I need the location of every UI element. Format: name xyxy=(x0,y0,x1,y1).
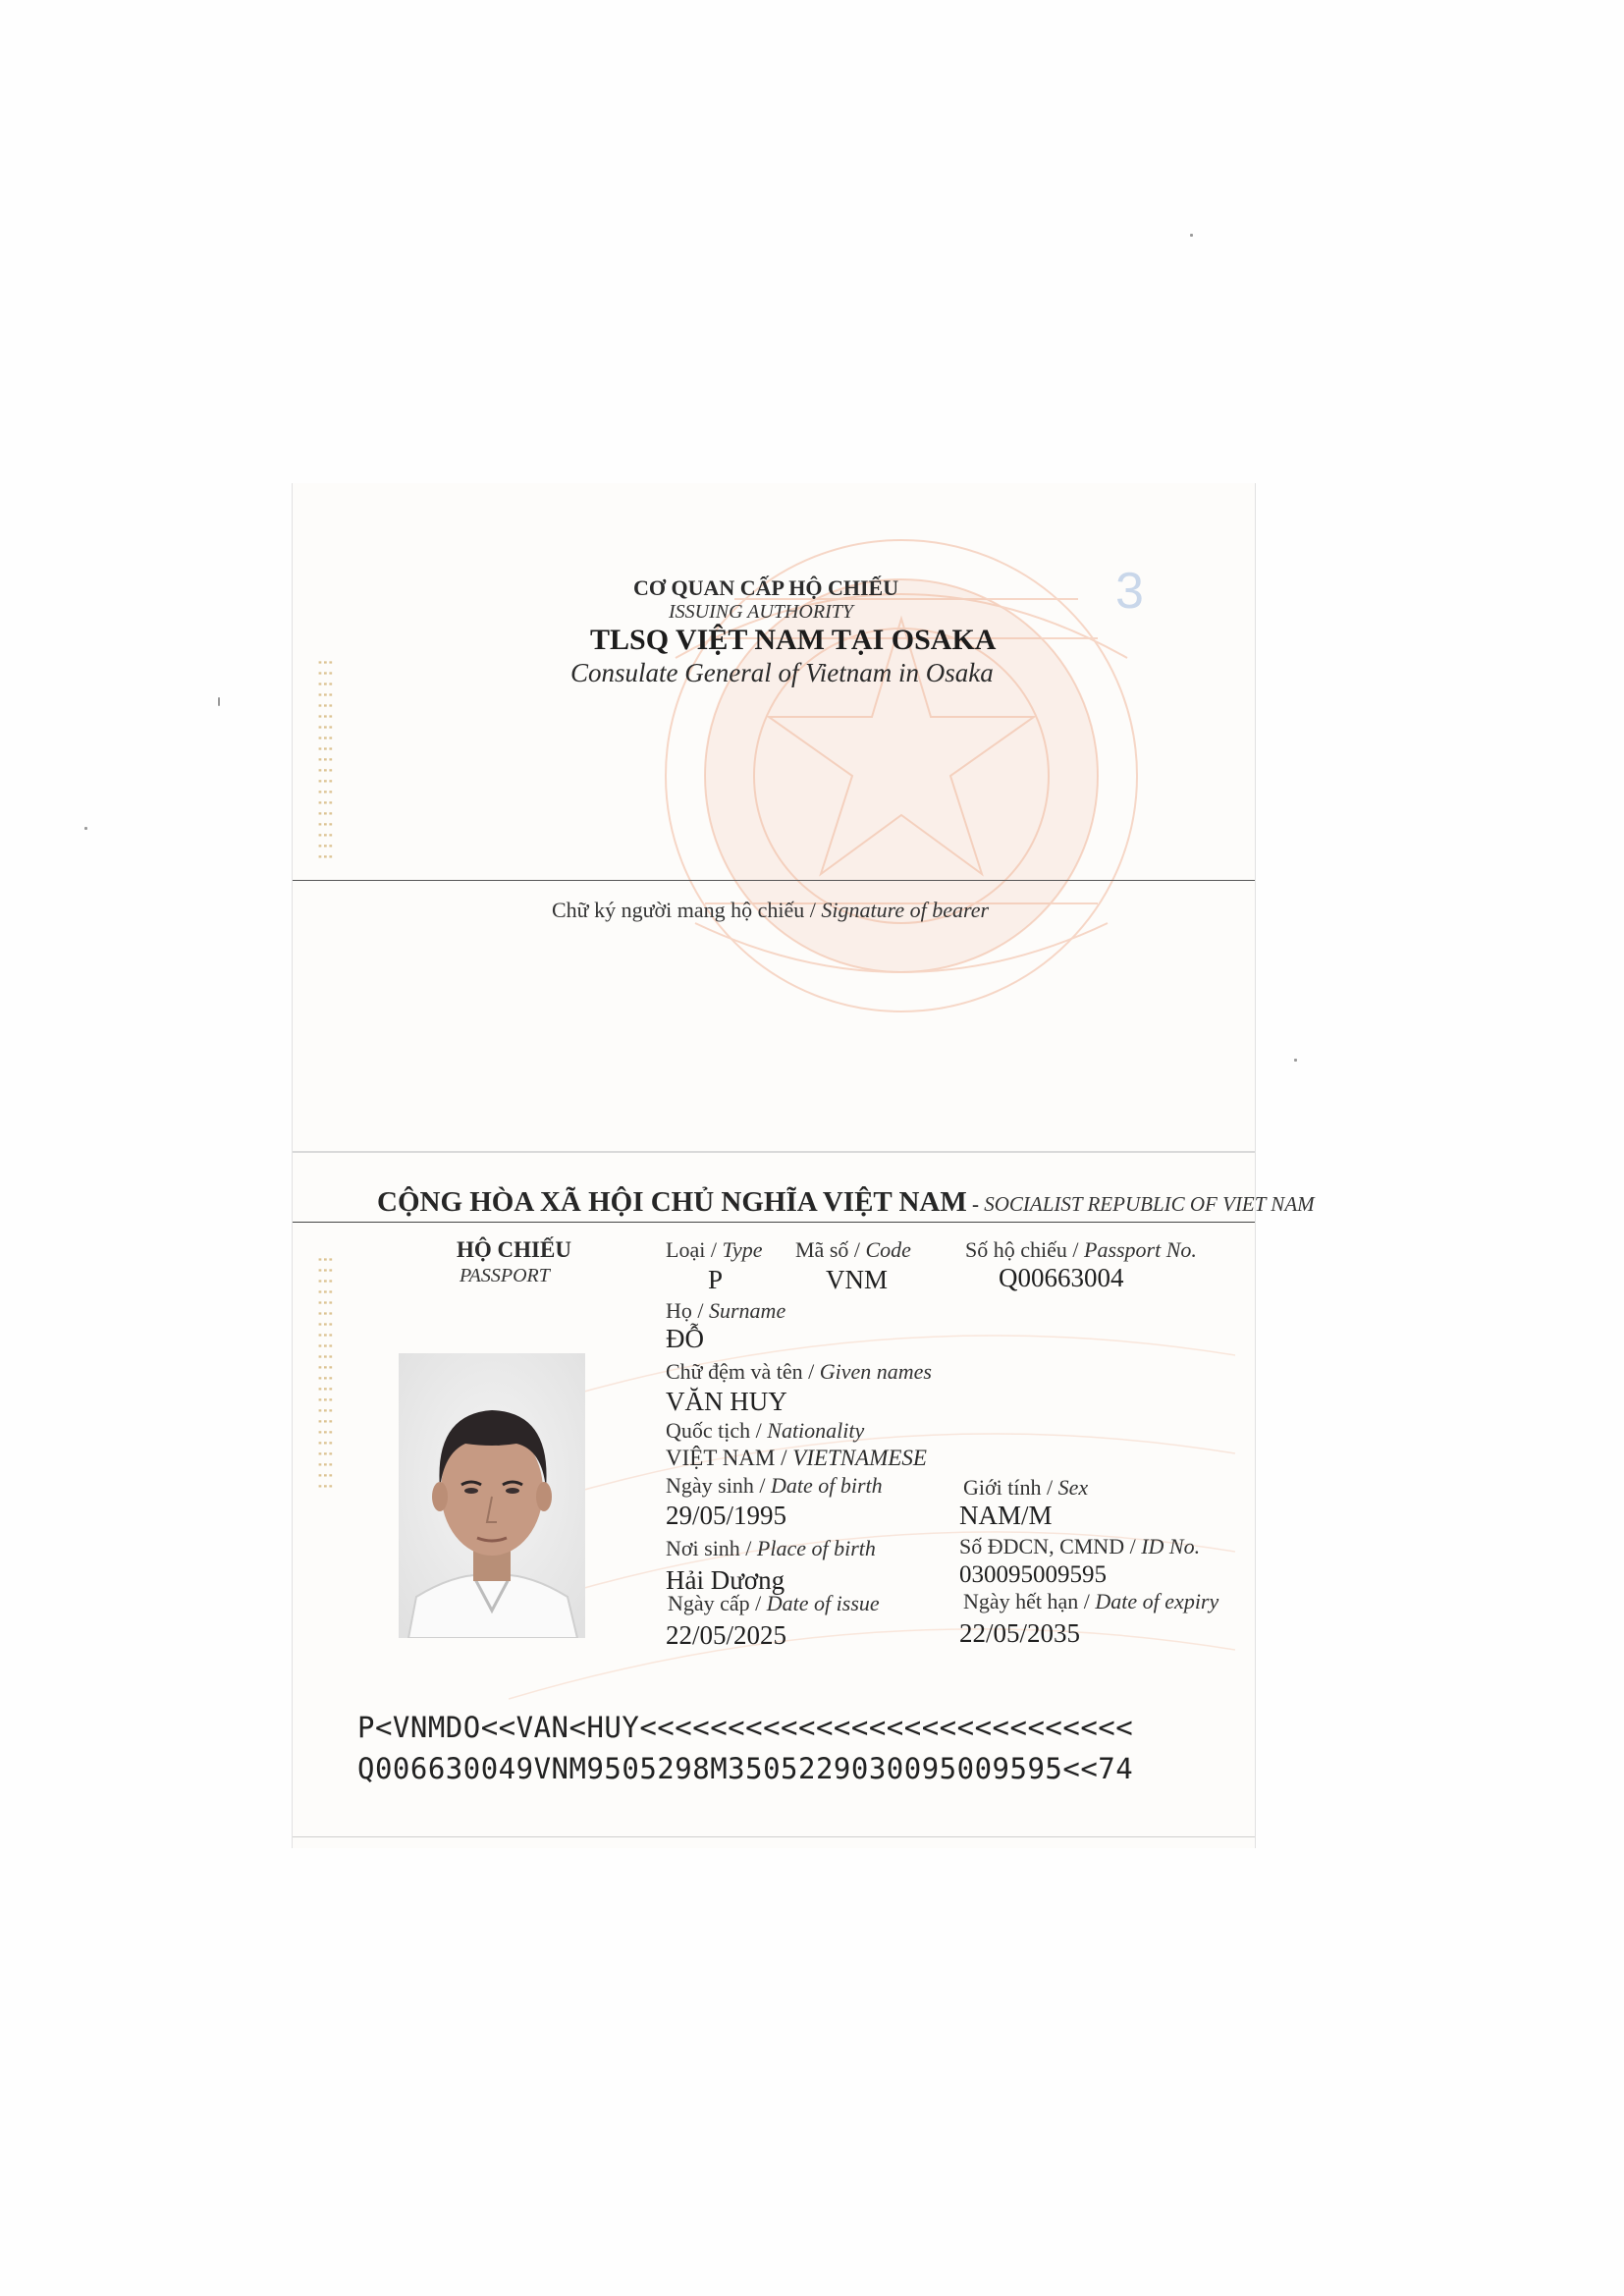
country-header xyxy=(377,1186,1315,1219)
sex-label xyxy=(963,1475,1088,1501)
signature-label-en: Signature of bearer xyxy=(821,898,990,922)
date-of-expiry-label-en: Date of expiry xyxy=(1095,1589,1219,1613)
type-label-en: Type xyxy=(722,1237,763,1262)
mrz-line-1: P<VNMDO<<VAN<HUY<<<<<<<<<<<<<<<<<<<<<<<<<<<< xyxy=(357,1711,1134,1744)
nationality-value-vn: VIỆT NAM / xyxy=(666,1446,793,1470)
passport-data-page xyxy=(293,1159,1315,1848)
given-names-label xyxy=(666,1359,932,1385)
passport-no-label-vn: Số hộ chiếu / xyxy=(965,1237,1084,1262)
document-title-en: PASSPORT xyxy=(460,1265,550,1286)
date-of-issue-value: 22/05/2025 xyxy=(666,1620,787,1650)
issuing-authority-name-en: Consulate General of Vietnam in Osaka xyxy=(570,658,994,687)
passport-no-label xyxy=(965,1237,1197,1263)
nationality-label-vn: Quốc tịch / xyxy=(666,1418,768,1443)
scan-speck xyxy=(84,827,87,830)
scan-speck xyxy=(1190,234,1193,237)
nationality-value-en: VIETNAMESE xyxy=(792,1446,927,1470)
place-of-birth-label-en: Place of birth xyxy=(756,1536,876,1560)
type-value: P xyxy=(708,1265,724,1294)
date-of-expiry-label xyxy=(963,1589,1218,1614)
document-title-vn: HỘ CHIẾU xyxy=(457,1237,571,1262)
nationality-label xyxy=(666,1418,864,1444)
passport-no-label-en: Passport No. xyxy=(1084,1237,1197,1262)
given-names-label-vn: Chữ đệm và tên / xyxy=(666,1359,820,1384)
place-of-birth-label xyxy=(666,1536,876,1561)
page-number: 3 xyxy=(1115,563,1144,620)
scan-speck xyxy=(1294,1059,1297,1062)
code-label xyxy=(795,1237,911,1263)
sex-value: NAM/M xyxy=(959,1501,1053,1530)
type-label-vn: Loại / xyxy=(666,1237,723,1262)
given-names-label-en: Given names xyxy=(819,1359,932,1384)
code-label-en: Code xyxy=(865,1237,911,1262)
date-of-birth-label-vn: Ngày sinh / xyxy=(666,1473,771,1498)
passport-page xyxy=(292,483,1315,1848)
issuing-authority-title-vn: CƠ QUAN CẤP HỘ CHIẾU xyxy=(633,575,899,600)
signature-label xyxy=(552,898,989,923)
place-of-birth-label-vn: Nơi sinh / xyxy=(666,1536,757,1560)
nationality-value xyxy=(666,1446,927,1471)
surname-value: ĐỖ xyxy=(666,1324,704,1353)
type-label xyxy=(666,1237,763,1263)
signature-line xyxy=(293,880,1255,881)
given-names-value: VĂN HUY xyxy=(666,1387,787,1416)
id-no-label-vn: Số ĐDCN, CMND / xyxy=(959,1534,1142,1558)
code-label-vn: Mã số / xyxy=(795,1237,866,1262)
id-no-label xyxy=(959,1534,1200,1559)
sex-label-vn: Giới tính / xyxy=(963,1475,1058,1500)
country-name-vn: CỘNG HÒA XÃ HỘI CHỦ NGHĨA VIỆT NAM xyxy=(377,1186,967,1218)
mrz-line-2: Q006630049VNM9505298M3505229030095009595<<74 xyxy=(357,1752,1134,1785)
date-of-birth-label-en: Date of birth xyxy=(770,1473,883,1498)
date-of-issue-label-en: Date of issue xyxy=(766,1591,880,1615)
date-of-expiry-label-vn: Ngày hết hạn / xyxy=(963,1589,1096,1613)
date-of-issue-label xyxy=(668,1591,880,1616)
scan-speck xyxy=(218,697,220,706)
surname-label-vn: Họ / xyxy=(666,1298,709,1323)
surname-label-en: Surname xyxy=(709,1298,786,1323)
date-of-birth-value: 29/05/1995 xyxy=(666,1501,787,1530)
perforation-number-lower: ⁝⁝⁝⁝⁝⁝⁝⁝⁝⁝⁝⁝⁝⁝⁝⁝⁝⁝⁝⁝⁝⁝ xyxy=(314,1252,339,1490)
header-rule xyxy=(293,1222,1255,1223)
header-separator: - xyxy=(966,1192,985,1216)
date-of-issue-label-vn: Ngày cấp / xyxy=(668,1591,767,1615)
perforation-number-upper: ⁝⁝⁝⁝⁝⁝⁝⁝⁝⁝⁝⁝⁝⁝⁝⁝⁝⁝⁝ xyxy=(314,655,339,860)
code-value: VNM xyxy=(826,1265,889,1294)
issuing-authority-page xyxy=(293,483,1255,1153)
date-of-birth-label xyxy=(666,1473,883,1499)
signature-label-vn: Chữ ký người mang hộ chiếu / xyxy=(552,898,822,922)
portrait-photo-icon xyxy=(399,1353,585,1638)
id-no-label-en: ID No. xyxy=(1141,1534,1201,1558)
place-of-birth-value: Hải Dương xyxy=(666,1565,785,1595)
issuing-authority-title-en: ISSUING AUTHORITY xyxy=(669,601,853,623)
passport-no-value: Q00663004 xyxy=(999,1263,1124,1292)
sex-label-en: Sex xyxy=(1057,1475,1089,1500)
nationality-label-en: Nationality xyxy=(767,1418,865,1443)
page-bottom-edge xyxy=(293,1836,1255,1837)
issuing-authority-name: TLSQ VIỆT NAM TẠI OSAKA xyxy=(590,624,997,656)
surname-label xyxy=(666,1298,785,1324)
id-no-value: 030095009595 xyxy=(959,1561,1107,1588)
date-of-expiry-value: 22/05/2035 xyxy=(959,1618,1081,1648)
country-name-en: SOCIALIST REPUBLIC OF VIET NAM xyxy=(984,1192,1315,1216)
